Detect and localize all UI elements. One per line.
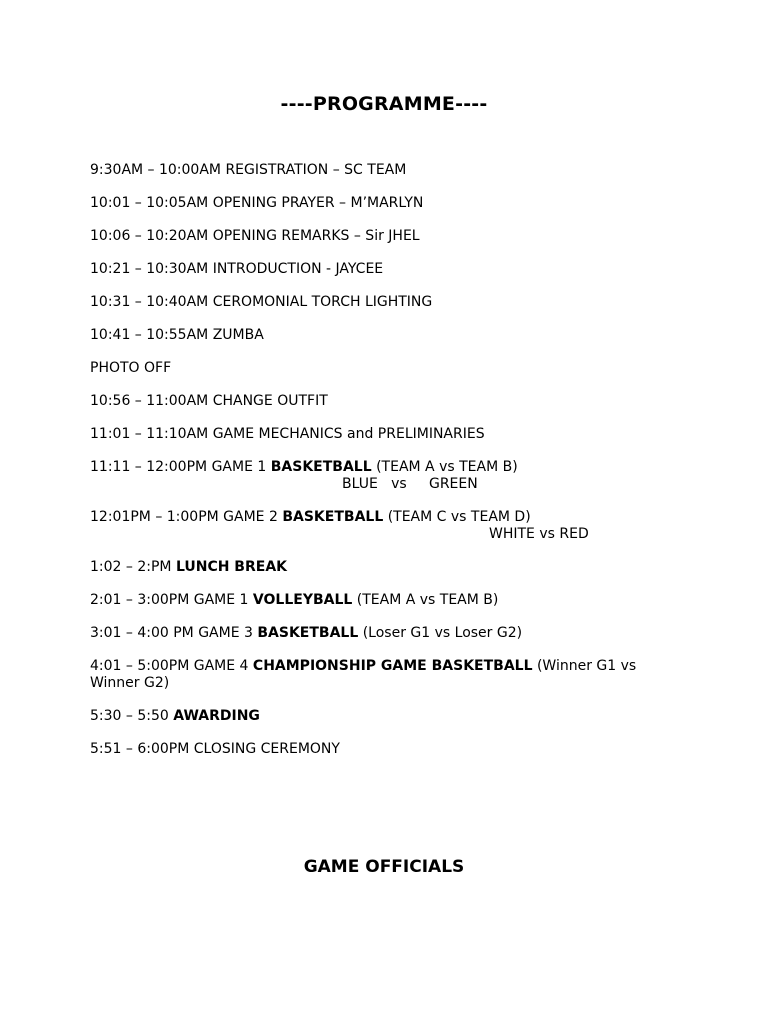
programme-item: PHOTO OFF [90,360,172,376]
programme-item: 11:11 – 12:00PM GAME 1 BASKETBALL (TEAM A vs TEAM B) [90,459,518,475]
section-heading-game-officials: GAME OFFICIALS [303,857,465,877]
programme-item: 5:30 – 5:50 AWARDING [90,708,260,724]
page-title: ----PROGRAMME---- [280,93,488,115]
programme-item: 11:01 – 11:10AM GAME MECHANICS and PRELIMINARIES [90,426,485,442]
programme-item: 12:01PM – 1:00PM GAME 2 BASKETBALL (TEAM C vs TEAM D) [90,509,531,525]
programme-item: 10:06 – 10:20AM OPENING REMARKS – Sir JHEL [90,228,420,244]
team-colors: WHITE vs RED [489,526,589,542]
programme-item: 10:21 – 10:30AM INTRODUCTION - JAYCEE [90,261,384,277]
programme-item: 10:31 – 10:40AM CEROMONIAL TORCH LIGHTING [90,294,433,310]
programme-item: 9:30AM – 10:00AM REGISTRATION – SC TEAM [90,162,407,178]
programme-item: 4:01 – 5:00PM GAME 4 CHAMPIONSHIP GAME BASKETBALL (Winner G1 vs Winner G2) [90,658,637,691]
programme-item: 3:01 – 4:00 PM GAME 3 BASKETBALL (Loser G1 vs Loser G2) [90,625,523,641]
programme-item: 5:51 – 6:00PM CLOSING CEREMONY [90,741,340,757]
programme-item: 2:01 – 3:00PM GAME 1 VOLLEYBALL (TEAM A vs TEAM B) [90,592,499,608]
programme-item: 10:56 – 11:00AM CHANGE OUTFIT [90,393,328,409]
team-colors: BLUE vs GREEN [342,476,478,492]
programme-item: 10:41 – 10:55AM ZUMBA [90,327,264,343]
programme-item: 10:01 – 10:05AM OPENING PRAYER – M’MARLYN [90,195,424,211]
programme-item: 1:02 – 2:PM LUNCH BREAK [90,559,288,575]
